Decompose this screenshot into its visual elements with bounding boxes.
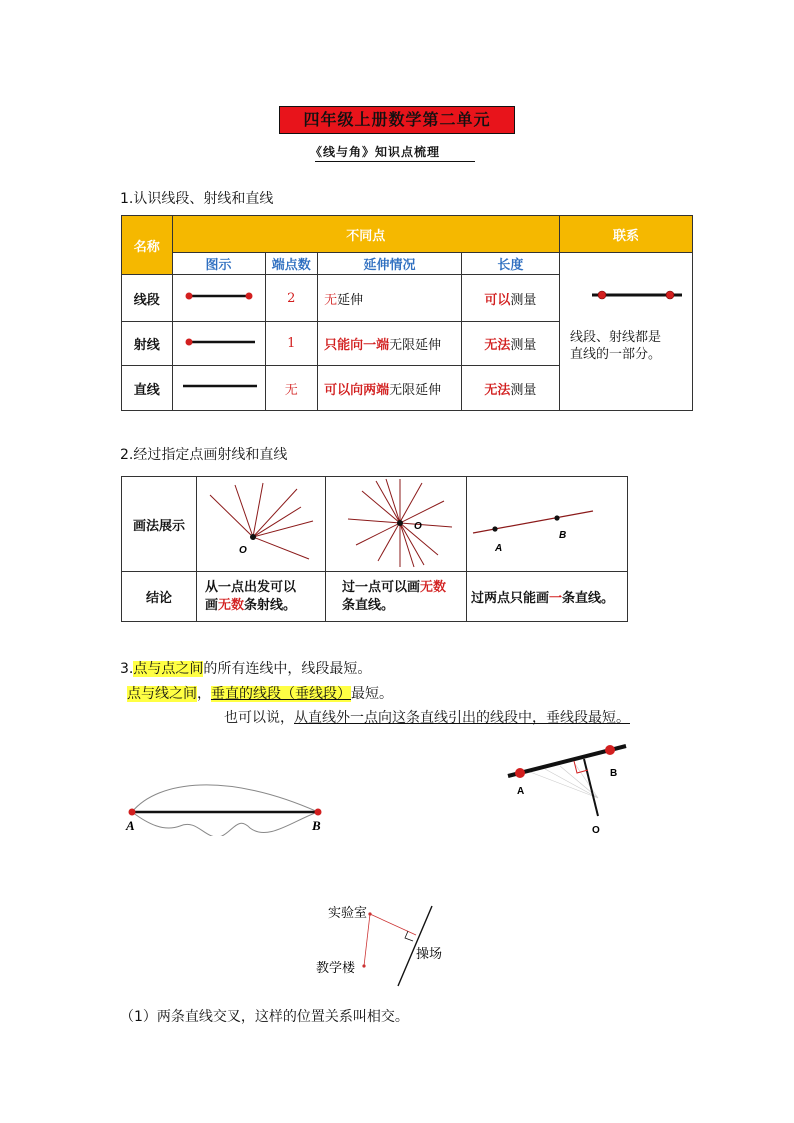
link-text-2: 直线的一部分。 — [569, 346, 661, 362]
intersect-note: （1）两条直线交叉，这样的位置关系叫相交。 — [120, 1009, 409, 1025]
length-rest: 测量 — [510, 292, 537, 308]
field-label: 操场 — [416, 946, 443, 961]
sub-header-figure: 图示 — [172, 253, 265, 275]
length-cell — [461, 322, 559, 366]
point-b-label: B — [610, 768, 618, 779]
body-text: 的所有连线中，线段最短。 — [203, 661, 372, 677]
sub-header-endpoints: 端点数 — [265, 253, 318, 275]
col-name-header: 名称 — [122, 216, 173, 275]
page-subtitle: 《线与角》知识点梳理 — [310, 145, 441, 159]
extension-cell — [318, 322, 462, 366]
highlight-text: 点与点之间 — [133, 661, 204, 677]
point-b-label: B — [312, 818, 321, 833]
endpoint-count: 无 — [265, 366, 318, 411]
underline-text: 从直线外一点向这条直线引出的线段中，垂线段最短。 — [294, 710, 630, 726]
conclusion-text: 画 — [205, 597, 219, 613]
ray-figure — [172, 322, 265, 366]
sub-header-length: 长度 — [461, 253, 559, 275]
extension-rest: 延伸 — [337, 292, 364, 308]
extension-cell — [318, 275, 462, 322]
length-cell — [461, 366, 559, 411]
point-o-label: O — [414, 521, 422, 532]
body-text: 也可以说， — [224, 710, 294, 726]
segment-diagram — [582, 281, 692, 321]
point-o-label: O — [592, 825, 600, 836]
point-o-label: O — [239, 545, 247, 556]
extension-rest: 无限延伸 — [389, 338, 442, 353]
lines-through-point-diagram — [326, 477, 466, 571]
conclusion-two-points — [467, 572, 628, 622]
page-title: 四年级上册数学第二单元 — [279, 106, 515, 134]
sub-header-extension: 延伸情况 — [318, 253, 462, 275]
point-a-label: A — [517, 786, 525, 797]
conclusion-lines — [326, 572, 467, 622]
section3-line3 — [224, 707, 630, 727]
conclusion-red: 无数 — [420, 579, 447, 595]
extension-red: 可以向两端 — [324, 382, 390, 398]
conclusion-text: 条射线。 — [244, 597, 297, 613]
conclusion-text: 条直线。 — [342, 597, 395, 613]
two-points-figure-cell — [467, 477, 628, 572]
building-label: 教学楼 — [316, 960, 356, 975]
campus-diagram — [312, 898, 462, 990]
point-a-label: A — [495, 543, 503, 554]
perpendicular-diagram — [500, 736, 640, 840]
row-name: 直线 — [122, 366, 173, 411]
conclusion-red: 无数 — [218, 597, 245, 613]
conclusion-text-line2 — [205, 597, 325, 615]
point-b-label: B — [559, 530, 567, 541]
line-icon — [177, 379, 261, 393]
rays-from-point-diagram — [197, 477, 325, 571]
shortest-path-diagram — [118, 772, 338, 836]
link-text-1: 线段、射线都是 — [569, 329, 661, 345]
col-diff-header: 不同点 — [172, 216, 559, 253]
section-number: 3. — [120, 661, 134, 677]
subtitle-underline — [315, 161, 475, 162]
extension-red: 只能向一端 — [324, 338, 390, 353]
extension-red: 无 — [324, 292, 338, 308]
lines-comparison-table — [121, 215, 693, 411]
section2-heading: 2.经过指定点画射线和直线 — [120, 447, 288, 463]
length-rest: 测量 — [510, 338, 537, 353]
row-label-conclusion: 结论 — [122, 572, 197, 622]
section1-heading: 1.认识线段、射线和直线 — [120, 191, 274, 207]
row-name: 射线 — [122, 322, 173, 366]
length-cell — [461, 275, 559, 322]
highlight-underline-text: 垂直的线段（垂线段） — [211, 686, 351, 702]
highlight-text: 点与线之间 — [127, 686, 197, 702]
point-a-label: A — [126, 818, 135, 833]
row-name: 线段 — [122, 275, 173, 322]
length-red: 无法 — [484, 382, 511, 398]
conclusion-text: 过一点可以画 — [342, 579, 421, 595]
col-link-header: 联系 — [559, 216, 692, 253]
length-rest: 测量 — [510, 382, 537, 398]
conclusion-text: 从一点出发可以 — [205, 579, 297, 595]
conclusion-text: 过两点只能画 — [471, 591, 550, 606]
endpoint-count: 2 — [265, 275, 318, 322]
body-text: ， — [197, 686, 211, 702]
lab-label: 实验室 — [328, 905, 368, 920]
segment-icon — [177, 289, 261, 303]
body-text: 最短。 — [351, 686, 393, 702]
conclusion-rays — [197, 572, 326, 622]
conclusion-red: 一 — [549, 591, 563, 606]
endpoint-count: 1 — [265, 322, 318, 366]
length-red: 可以 — [484, 292, 511, 308]
length-red: 无法 — [484, 338, 511, 353]
line-figure — [172, 366, 265, 411]
extension-rest: 无限延伸 — [389, 382, 442, 398]
link-cell — [559, 253, 692, 411]
lines-figure-cell — [326, 477, 467, 572]
section3-line2 — [127, 683, 393, 703]
segment-figure — [172, 275, 265, 322]
extension-cell — [318, 366, 462, 411]
row-label-drawing: 画法展示 — [122, 477, 197, 572]
section3-line1 — [120, 658, 371, 678]
ray-icon — [177, 335, 261, 349]
drawing-table — [121, 476, 628, 622]
line-through-two-points-diagram — [467, 477, 627, 571]
conclusion-text: 条直线。 — [562, 591, 615, 606]
rays-figure-cell — [197, 477, 326, 572]
